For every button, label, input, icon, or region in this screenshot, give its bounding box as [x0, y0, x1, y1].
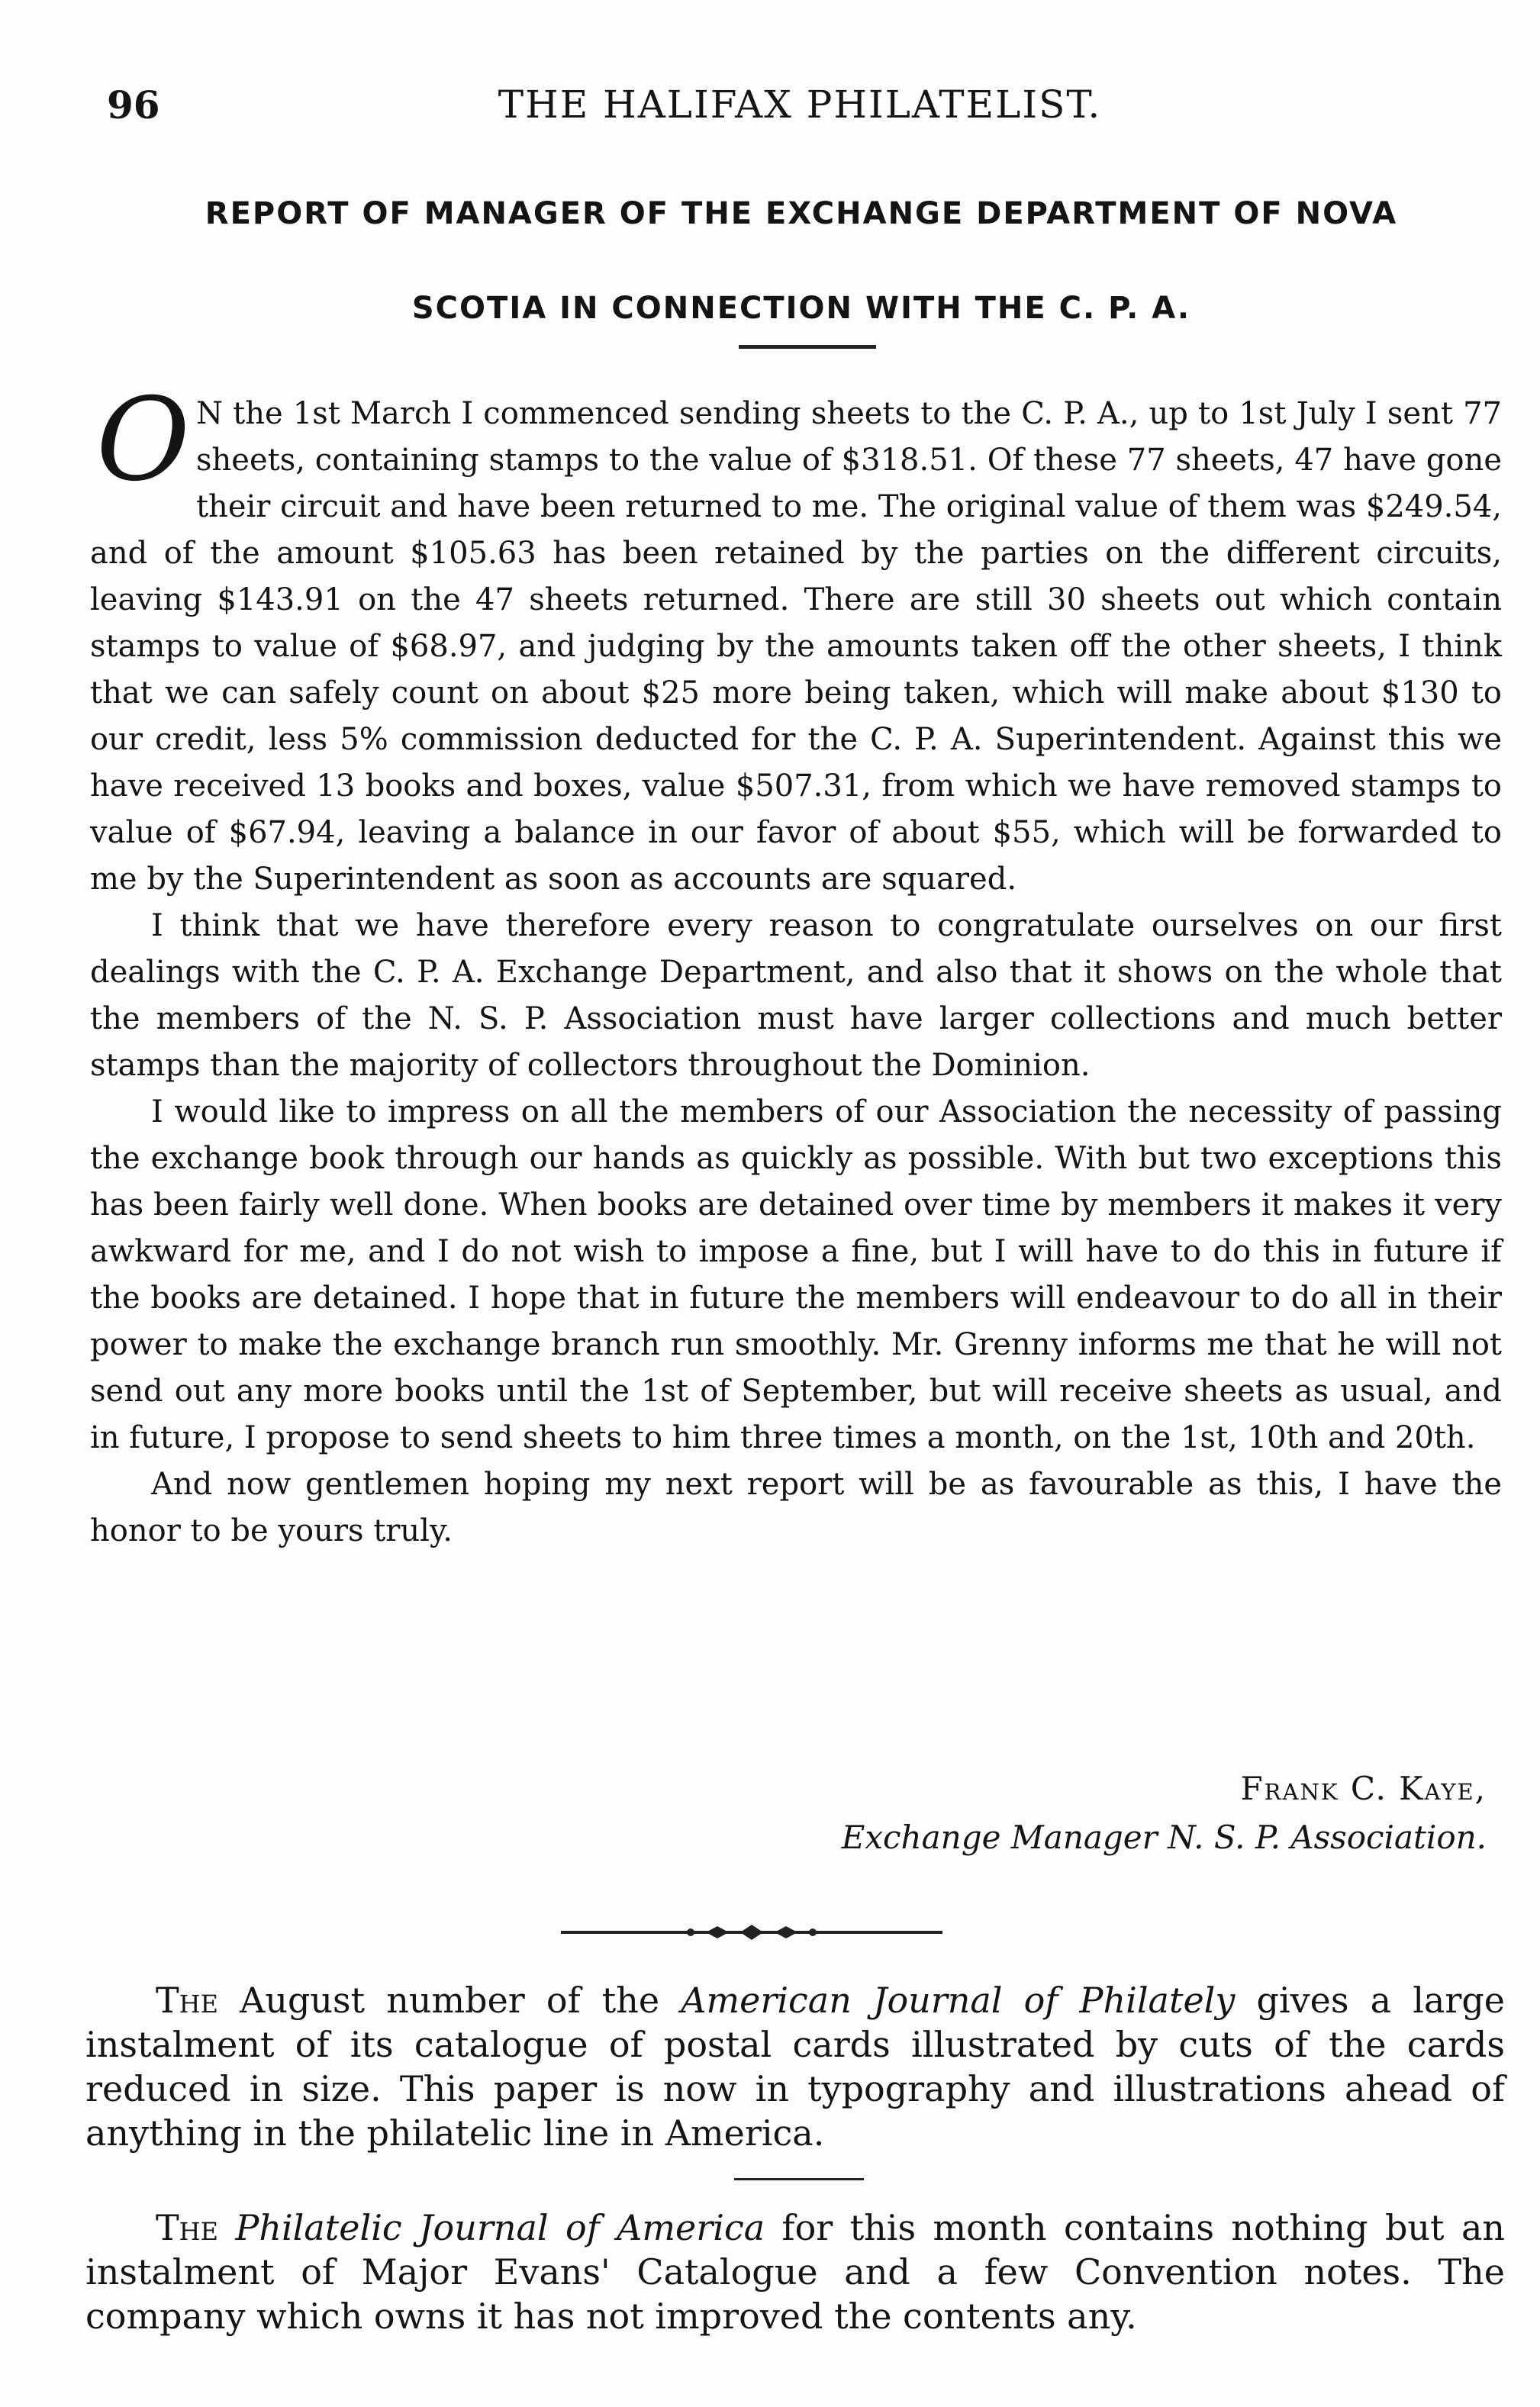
signature-block	[842, 1764, 1487, 1862]
notice-1-publication: American Journal of Philately	[681, 1980, 1236, 2021]
page-number: 96	[107, 82, 160, 127]
notice-2-text: The Philatelic Journal of America for this month contains nothing but an instalment of Major Evans' Catalogue and a few Convention notes. The company which owns it has not improved the contents any.	[85, 2207, 1506, 2337]
report-paragraph-2: I think that we have therefore every reason to congratulate ourselves on our first dealings with the C. P. A. Exchange Department, and also that it shows on the whole that the members of the N. S. P. Association must have larger collections and much better stamps than the majority of collectors throughout the Dominion.	[90, 908, 1502, 1083]
report-paragraph-1-text: N the 1st March I commenced sending sheets to the C. P. A., up to 1st July I sent 77 sheets, containing stamps to the value of $318.51. Of these 77 sheets, 47 have gone their circuit and have been returned to me. The original value of them was $249.54, and of the amount $105.63 has been retained by the parties on the different circuits, leaving $143.91 on the 47 sheets returned. There are still 30 sheets out which contain stamps to value of $68.97, and judging by the amounts taken off the other sheets, I think that we can safely count on about $25 more being taken, which will make about $130 to our credit, less 5% commission deducted for the C. P. A. Superintendent. Against this we have received 13 books and boxes, value $507.31, from which we have removed stamps to value of $67.94, leaving a balance in our favor of about $55, which will be forwarded to me by the Superintendent as soon as accounts are squared.	[90, 396, 1502, 897]
report-paragraph-4: And now gentlemen hoping my next report will be as favourable as this, I have the honor to be yours truly.	[90, 1467, 1502, 1548]
notice-1-text: The August number of the American Journal of Philately gives a large instalment of its catalogue of postal cards illustrated by cuts of the cards reduced in size. This paper is now in typography and illustrations ahead of anything in the philatelic line in America.	[85, 1980, 1506, 2154]
page-header	[98, 82, 1502, 136]
signature-role: Exchange Manager N. S. P. Association.	[841, 1819, 1487, 1856]
running-title: THE HALIFAX PHILATELIST.	[498, 82, 1102, 127]
signature-name: Frank C. Kaye,	[1240, 1770, 1487, 1807]
title-rule	[739, 345, 876, 349]
ornamental-divider	[561, 1922, 942, 1943]
notice-rule	[734, 2178, 864, 2180]
notice-1-lead: The	[156, 1980, 218, 2021]
report-title-line-1: REPORT OF MANAGER OF THE EXCHANGE DEPARTMENT OF NOVA	[205, 196, 1398, 231]
drop-cap: O	[96, 374, 190, 507]
report-title	[92, 166, 1511, 356]
notice-2-lead: The	[156, 2207, 218, 2248]
report-body	[90, 374, 1502, 1555]
notice-2	[85, 2206, 1505, 2338]
report-paragraph-3: I would like to impress on all the members of our Association the necessity of passing the exchange book through our hands as quickly as possible. With but two exceptions this has been fairly well done. When books are detained over time by members it makes it very awkward for me, and I do not wish to impose a fine, but I will have to do this in future if the books are detained. I hope that in future the members will endeavour to do all in their power to make the exchange branch run smoothly. Mr. Grenny informs me that he will not send out any more books until the 1st of September, but will receive sheets as usual, and in future, I propose to send sheets to him three times a month, on the 1st, 10th and 20th.	[90, 1094, 1502, 1455]
notice-2-publication: Philatelic Journal of America	[235, 2207, 765, 2248]
report-title-line-2: SCOTIA IN CONNECTION WITH THE C. P. A.	[411, 291, 1191, 326]
report-paragraph-1	[90, 374, 1502, 903]
notice-1	[85, 1978, 1505, 2155]
